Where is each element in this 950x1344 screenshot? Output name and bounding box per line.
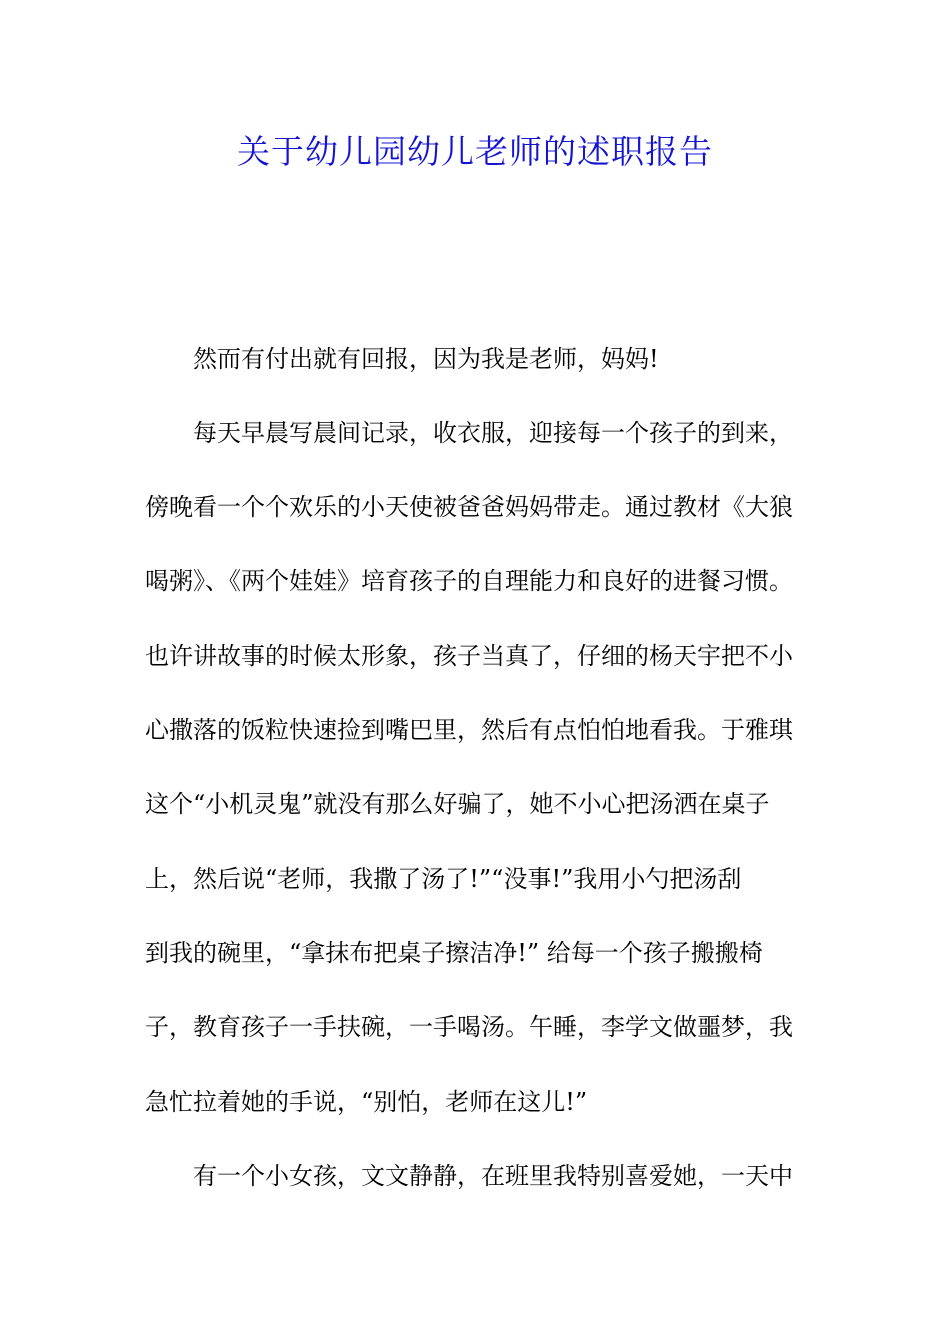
paragraph-3-line-1: 有一个小女孩，文文静静，在班里我特别喜爱她，一天中 [193,1162,793,1190]
paragraph-2-line-8: 到我的碗里，“拿抹布把桌子擦洁净!” 给每一个孩子搬搬椅 [145,939,763,967]
paragraph-2-line-6: 这个“小机灵鬼”就没有那么好骗了，她不小心把汤洒在桌子 [145,790,770,818]
paragraph-2-line-1: 每天早晨写晨间记录，收衣服，迎接每一个孩子的到来， [193,419,793,447]
paragraph-2-line-10: 急忙拉着她的手说，“别怕，老师在这儿!” [145,1088,588,1116]
document-title: 关于幼儿园幼儿老师的述职报告 [237,132,713,171]
paragraph-2-line-7: 上，然后说“老师，我撒了汤了!”“没事!”我用小勺把汤刮 [145,865,742,893]
paragraph-1-line-1: 然而有付出就有回报，因为我是老师，妈妈! [193,345,659,373]
paragraph-2-line-2: 傍晚看一个个欢乐的小天使被爸爸妈妈带走。通过教材《大狼 [145,493,793,521]
paragraph-2-line-4: 也许讲故事的时候太形象，孩子当真了，仔细的杨天宇把不小 [145,642,793,670]
paragraph-2-line-3: 喝粥》、《两个娃娃》培育孩子的自理能力和良好的进餐习惯。 [145,567,793,595]
paragraph-2-line-5: 心撒落的饭粒快速捡到嘴巴里，然后有点怕怕地看我。于雅琪 [145,716,793,744]
paragraph-2-line-9: 子，教育孩子一手扶碗，一手喝汤。午睡，李学文做噩梦，我 [145,1013,793,1041]
